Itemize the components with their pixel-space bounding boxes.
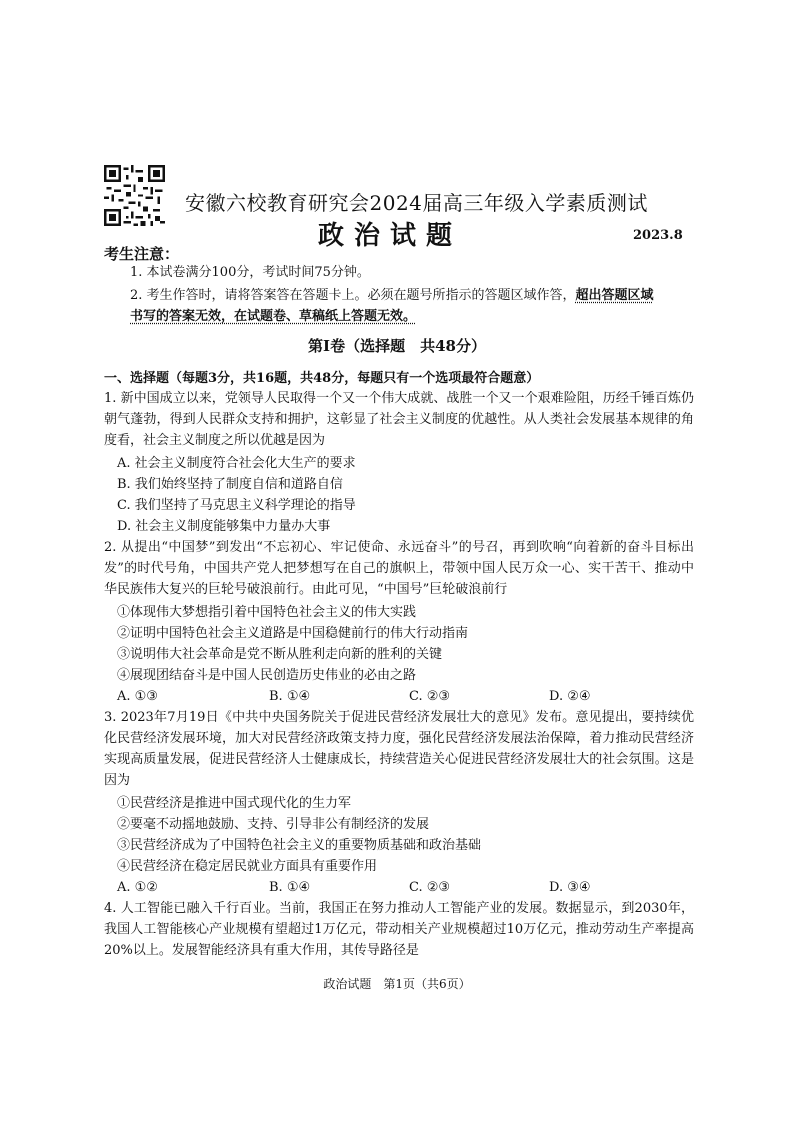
question-1-option-c: C. 我们坚持了马克思主义科学理论的指导 bbox=[117, 498, 356, 513]
notice-item-2-emphasis: 超出答题区域 bbox=[575, 288, 654, 303]
question-4-stem: 4. 人工智能已融入千行百业。当前，我国正在努力推动人工智能产业的发展。数据显示，到2030年，我国人工智能核心产业规模有望超过1万亿元，带动相关产业规模超过10万亿元，推动劳动生产率提高20%以上。发展智能经济具有重大作用，其传导路径是 bbox=[104, 901, 694, 958]
question-2-stem: 2. 从提出“中国梦”到发出“不忘初心、牢记使命、永远奋斗”的号召，再到吹响“向着新的奋斗目标出发”的时代号角，中国共产党人把梦想写在自己的旗帜上，带领中国人民万众一心、实干苦干、推动中华民族伟大复兴的巨轮号破浪前行。由此可见，“中国号”巨轮破浪前行 bbox=[104, 540, 694, 597]
question-2-choice-a: A. ①③ bbox=[117, 689, 158, 704]
question-2-choice-d: D. ②④ bbox=[549, 689, 591, 704]
question-1-option-a: A. 社会主义制度符合社会化大生产的要求 bbox=[117, 456, 356, 471]
notice-item-2-continued: 书写的答案无效，在试题卷、草稿纸上答题无效。 bbox=[130, 309, 417, 324]
question-2-item-2: ②证明中国特色社会主义道路是中国稳健前行的伟大行动指南 bbox=[117, 626, 469, 641]
qr-code bbox=[104, 165, 165, 226]
question-2-choice-c: C. ②③ bbox=[409, 689, 451, 704]
exam-date: 2023.8 bbox=[633, 228, 683, 243]
question-3-item-1: ①民营经济是推进中国式现代化的生力军 bbox=[117, 796, 352, 811]
question-3-item-3: ③民营经济成为了中国特色社会主义的重要物质基础和政治基础 bbox=[117, 838, 482, 853]
question-2-item-3: ③说明伟大社会革命是党不断从胜利走向新的胜利的关键 bbox=[117, 647, 443, 662]
page-footer: 政治试题 第1页（共6页） bbox=[323, 977, 471, 991]
question-2-choices bbox=[117, 686, 695, 707]
question-1-option-d: D. 社会主义制度能够集中力量办大事 bbox=[117, 519, 331, 534]
question-3-item-2: ②要毫不动摇地鼓励、支持、引导非公有制经济的发展 bbox=[117, 817, 430, 832]
section-title: 一、选择题（每题3分，共16题，共48分，每题只有一个选项最符合题意） bbox=[104, 371, 540, 386]
question-3-item-4: ④民营经济在稳定居民就业方面具有重要作用 bbox=[117, 859, 378, 874]
question-3-choice-d: D. ③④ bbox=[549, 880, 591, 895]
question-2-choice-b: B. ①④ bbox=[269, 689, 311, 704]
notice-item-2-text: 2. 考生作答时，请将答案答在答题卡上。必须在题号所指示的答题区域作答， bbox=[130, 288, 576, 303]
notice-item-1: 1. 本试卷满分100分，考试时间75分钟。 bbox=[130, 265, 370, 280]
question-2-item-1: ①体现伟大梦想指引着中国特色社会主义的伟大实践 bbox=[117, 605, 417, 620]
part-title: 第Ⅰ卷（选择题 共48分） bbox=[308, 337, 486, 355]
question-3-choices bbox=[117, 877, 695, 898]
notice-title: 考生注意： bbox=[104, 245, 180, 263]
question-1-option-b: B. 我们始终坚持了制度自信和道路自信 bbox=[117, 477, 343, 492]
question-3-stem: 3. 2023年7月19日《中共中央国务院关于促进民营经济发展壮大的意见》发布。意见提出，要持续优化民营经济发展环境，加大对民营经济政策支持力度，强化民营经济发展法治保障，着力推动民营经济实现高质量发展，促进民营经济人士健康成长，持续营造关心促进民营经济发展壮大的社会氛围。这是因为 bbox=[104, 710, 694, 788]
notice-item-2 bbox=[130, 285, 705, 327]
question-2-item-4: ④展现团结奋斗是中国人民创造历史伟业的必由之路 bbox=[117, 668, 417, 683]
question-3-choice-b: B. ①④ bbox=[269, 880, 311, 895]
question-3-choice-c: C. ②③ bbox=[409, 880, 451, 895]
subject-title: 政治试题 bbox=[318, 221, 463, 251]
question-3-choice-a: A. ①② bbox=[117, 880, 158, 895]
exam-header-title: 安徽六校教育研究会2024届高三年级入学素质测试 bbox=[185, 191, 648, 215]
question-1-stem: 1. 新中国成立以来，党领导人民取得一个又一个伟大成就、战胜一个又一个艰难险阻，历经千锤百炼仍朝气蓬勃，得到人民群众支持和拥护，这彰显了社会主义制度的优越性。从人类社会发展基本规律的角度看，社会主义制度之所以优越是因为 bbox=[104, 391, 694, 448]
